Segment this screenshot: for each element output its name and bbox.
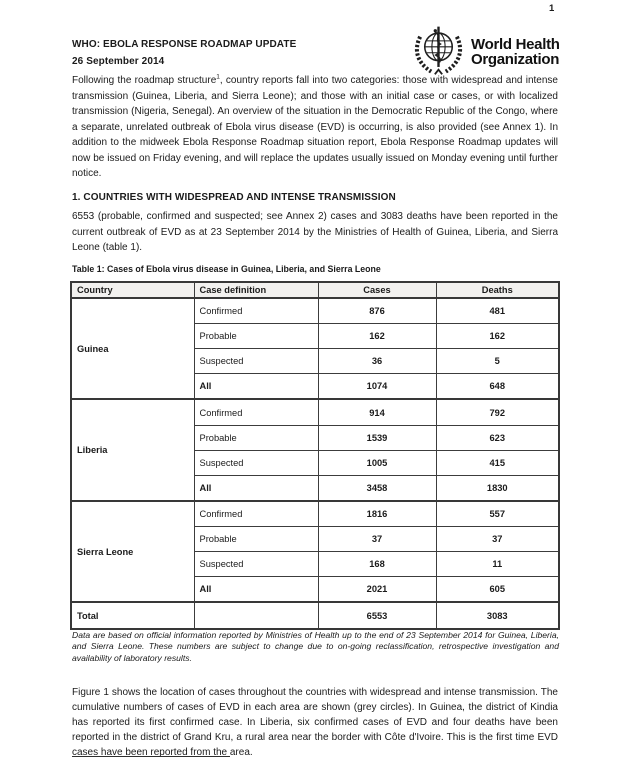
col-header-case-definition: Case definition [194,282,318,298]
document-title: WHO: EBOLA RESPONSE ROADMAP UPDATE [72,39,297,50]
cases-value: 876 [318,298,436,324]
deaths-value: 37 [436,527,559,552]
cases-value: 162 [318,324,436,349]
cases-value: 2021 [318,577,436,603]
case-definition: Suspected [194,349,318,374]
cases-value: 3458 [318,475,436,501]
cases-deaths-table [70,281,560,630]
case-definition: Confirmed [194,501,318,527]
table-header-row [71,282,559,298]
cases-value: 1816 [318,501,436,527]
section-1-heading: 1. COUNTRIES WITH WIDESPREAD AND INTENSE TRANSMISSION [72,192,396,203]
cases-value: 1005 [318,450,436,475]
deaths-value: 792 [436,399,559,425]
deaths-value: 605 [436,577,559,603]
table-row [71,399,559,425]
country-name: Sierra Leone [71,501,194,602]
page-number: 1 [549,3,555,14]
document-title-block [72,37,296,70]
intro-paragraph [72,73,558,182]
cases-value: 36 [318,349,436,374]
table-1-caption: Table 1: Cases of Ebola virus disease in Guinea, Liberia, and Sierra Leone [72,264,381,274]
who-logo-text [471,38,560,67]
col-header-deaths: Deaths [436,282,559,298]
case-definition: Suspected [194,552,318,577]
country-name: Liberia [71,399,194,500]
cases-value: 1074 [318,374,436,400]
case-definition: Probable [194,425,318,450]
figure-1-paragraph: Figure 1 shows the location of cases throughout the countries with widespread and intense transmission. The cumulative numbers of cases of EVD in each area are shown (grey circles). In Guinea, the district of Kindia has reported its first confirmed case. In Liberia, six confirmed cases of EVD and four deaths have been reported in the district of Grand Kru, a rural area near the border with Côte d'Ivoire. This is the first time EVD cases have been reported from the area. [72,686,558,759]
case-definition: Probable [194,324,318,349]
case-definition: Confirmed [194,298,318,324]
case-definition: All [194,374,318,400]
col-header-cases: Cases [318,282,436,298]
table-row [71,501,559,527]
footnote-separator-rule [72,756,230,757]
case-definition: Suspected [194,450,318,475]
deaths-value: 415 [436,450,559,475]
deaths-value: 1830 [436,475,559,501]
country-name: Guinea [71,298,194,399]
table-total-row [71,602,559,629]
deaths-value: 11 [436,552,559,577]
total-deaths-value: 3083 [436,602,559,629]
cases-value: 168 [318,552,436,577]
guinea-group [71,298,559,399]
deaths-value: 5 [436,349,559,374]
cases-value: 37 [318,527,436,552]
deaths-value: 557 [436,501,559,527]
who-logo-line1: World Health [471,36,560,53]
deaths-value: 623 [436,425,559,450]
case-definition: All [194,577,318,603]
deaths-value: 481 [436,298,559,324]
sierra-leone-group [71,501,559,602]
liberia-group [71,399,559,500]
footnote-marker: 1 [216,73,220,81]
total-cases-value: 6553 [318,602,436,629]
table-footnote: Data are based on official information reported by Ministries of Health up to the end of 23 September 2014 for Guinea, Liberia, and Sierra Leone. These numbers are subject to change due to on-going reclassification, retrospective investigation and availability of laboratory results. [72,630,559,663]
intro-text-before-footnote: Following the roadmap structure [72,75,217,86]
section-1-paragraph: 6553 (probable, confirmed and suspected; see Annex 2) cases and 3083 deaths have been reported in the current outbreak of EVD as at 23 September 2014 by the Ministries of Health of Guinea, Liberia, and Sierra Leone (table 1). [72,211,558,254]
total-empty-cell [194,602,318,629]
case-definition: All [194,475,318,501]
intro-text-after-footnote: , country reports fall into two categories: those with widespread and intense transmission (Guinea, Liberia, and Sierra Leone); and those with an initial case or cases, or with localized transmission (Nigeria, Senegal). An overview of the situation in the Democratic Republic of the Congo, where a separate, unrelated outbreak of Ebola virus disease (EVD) is occurring, is also provided (see Annex 1). In addition to the midweek Ebola Response Roadmap situation report, Ebola Response Roadmap updates will now be issued on Friday evening, and will replace the updates usually issued on Monday evening until further notice. [72,75,558,180]
cases-value: 1539 [318,425,436,450]
deaths-value: 648 [436,374,559,400]
total-label: Total [71,602,194,629]
deaths-value: 162 [436,324,559,349]
cases-value: 914 [318,399,436,425]
col-header-country: Country [71,282,194,298]
document-date: 26 September 2014 [72,55,165,67]
table-row [71,298,559,324]
case-definition: Confirmed [194,399,318,425]
case-definition: Probable [194,527,318,552]
who-logo-line2: Organization [471,50,560,68]
